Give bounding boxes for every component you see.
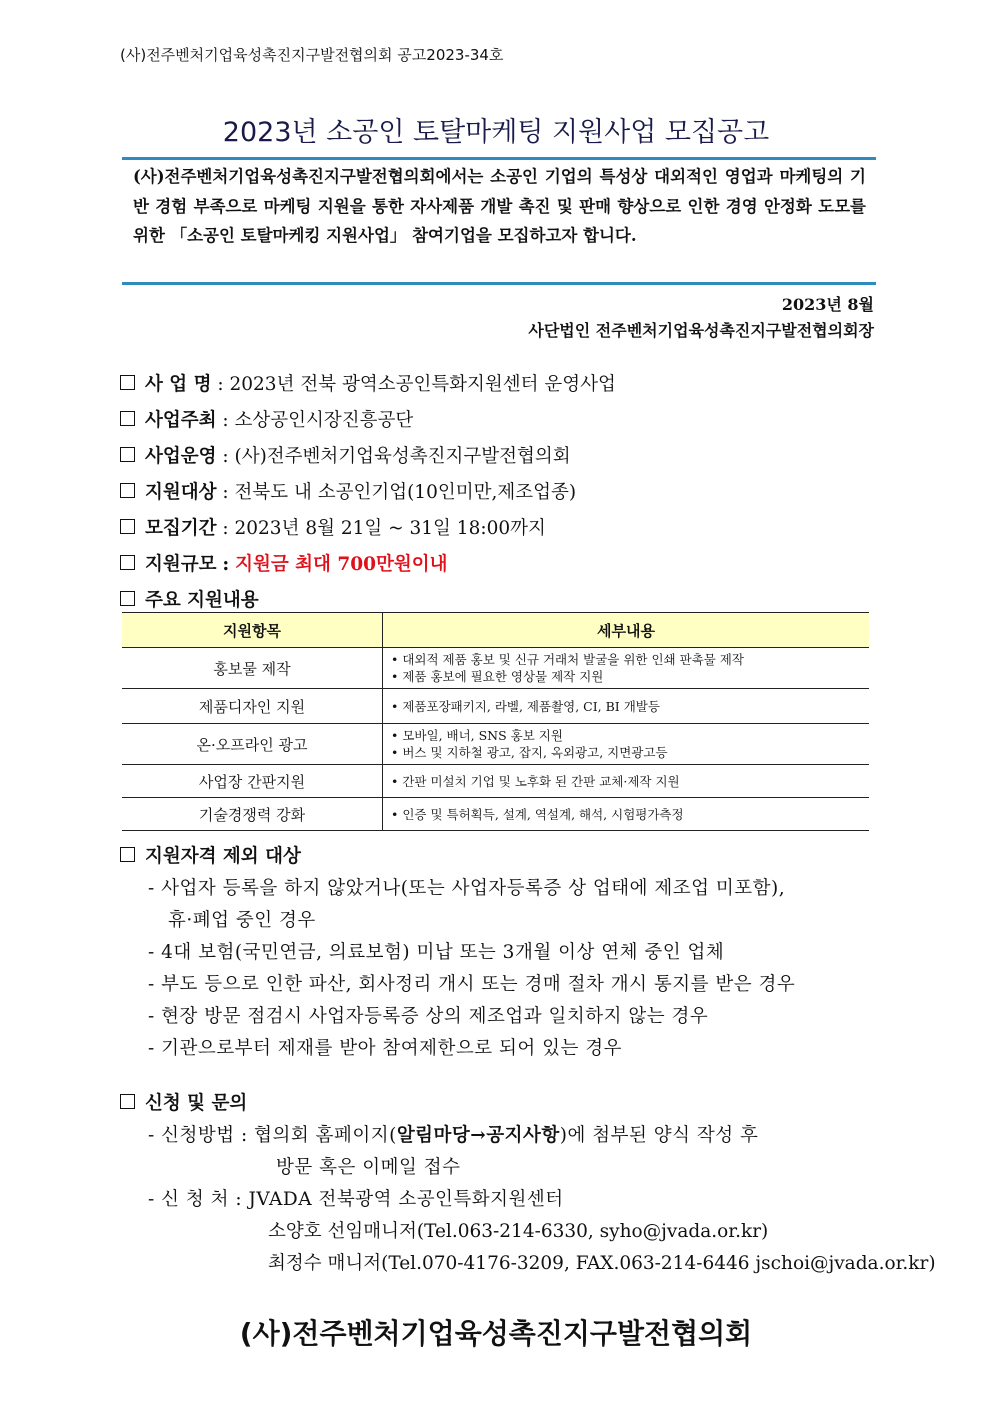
details-cell: • 간판 미설치 기업 및 노후화 된 간판 교체·제작 지원 — [383, 765, 870, 798]
divider — [122, 282, 876, 285]
notice-number: (사)전주벤처기업육성촉진지구발전협의회 공고2023-34호 — [120, 46, 504, 64]
checkbox-icon — [120, 375, 135, 390]
table-row — [122, 724, 869, 765]
column-header: 지원항목 — [122, 613, 383, 648]
checkbox-icon — [120, 519, 135, 534]
apply-method: - 신청방법 : 협의회 홈페이지(알림마당→공지사항)에 첨부된 양식 작성 후 — [148, 1125, 759, 1146]
footer-org: (사)전주벤처기업육성촉진지구발전협의회 — [239, 1317, 753, 1350]
checkbox-icon — [120, 411, 135, 426]
section-heading: 주요 지원내용 — [120, 586, 259, 612]
details-cell: • 모바일, 배너, SNS 홍보 지원 • 버스 및 지하철 광고, 잡지, 옥외광고, 지면광고등 — [383, 724, 870, 765]
table-row — [122, 689, 869, 724]
checkbox-icon — [120, 447, 135, 462]
exclusion-item: - 현장 방문 점검시 사업자등록증 상의 제조업과 일치하지 않는 경우 — [148, 1006, 709, 1027]
contact-person: 소양호 선임매니저(Tel.063-214-6330, syho@jvada.or.kr) — [268, 1221, 769, 1242]
details-cell: • 제품포장패키지, 라벨, 제품촬영, CI, BI 개발등 — [383, 689, 870, 724]
exclusion-item: - 부도 등으로 인한 파산, 회사정리 개시 또는 경매 절차 개시 통지를 받은 경우 — [148, 974, 796, 995]
contact-label: - 신 청 처 : JVADA 전북광역 소공인특화지원센터 — [148, 1189, 564, 1210]
item-cell: 홍보물 제작 — [122, 648, 383, 689]
contact-person: 최정수 매니저(Tel.070-4176-3209, FAX.063-214-6446 jschoi@jvada.or.kr) — [268, 1253, 936, 1274]
exclusion-item: - 사업자 등록을 하지 않았거나(또는 사업자등록증 상 업태에 제조업 미포함), — [148, 878, 786, 899]
table-row — [122, 648, 869, 689]
info-item: 지원규모 : 지원금 최대 700만원이내 — [120, 550, 447, 576]
divider — [122, 157, 876, 160]
checkbox-icon — [120, 1094, 135, 1109]
section-heading: 지원자격 제외 대상 — [120, 842, 301, 868]
details-cell: • 인증 및 특허획득, 설계, 역설계, 해석, 시험평가측정 — [383, 798, 870, 831]
exclusion-item: - 기관으로부터 제재를 받아 참여제한으로 되어 있는 경우 — [148, 1038, 622, 1059]
item-cell: 기술경쟁력 강화 — [122, 798, 383, 831]
issuer: 사단법인 전주벤처기업육성촉진지구발전협의회장 — [528, 321, 874, 340]
exclusion-item: - 4대 보험(국민연금, 의료보험) 미납 또는 3개월 이상 연체 중인 업체 — [148, 942, 725, 963]
checkbox-icon — [120, 555, 135, 570]
details-cell: • 대외적 제품 홍보 및 신규 거래처 발굴을 위한 인쇄 판촉물 제작 • 제품 홍보에 필요한 영상물 제작 지원 — [383, 648, 870, 689]
table-row — [122, 765, 869, 798]
support-table — [122, 612, 869, 831]
page-title: 2023년 소공인 토탈마케팅 지원사업 모집공고 — [222, 117, 770, 148]
item-cell: 제품디자인 지원 — [122, 689, 383, 724]
checkbox-icon — [120, 483, 135, 498]
exclusion-item: 휴·폐업 중인 경우 — [168, 910, 316, 931]
info-item: 모집기간 : 2023년 8월 21일 ~ 31일 18:00까지 — [120, 514, 546, 540]
info-item: 사업운영 : (사)전주벤처기업육성촉진지구발전협의회 — [120, 442, 571, 468]
item-cell: 온·오프라인 광고 — [122, 724, 383, 765]
checkbox-icon — [120, 847, 135, 862]
table-row — [122, 798, 869, 831]
info-item: 사업주최 : 소상공인시장진흥공단 — [120, 406, 413, 432]
item-cell: 사업장 간판지원 — [122, 765, 383, 798]
date: 2023년 8월 — [781, 295, 874, 314]
info-item: 사 업 명 : 2023년 전북 광역소공인특화지원센터 운영사업 — [120, 370, 616, 396]
intro-paragraph: (사)전주벤처기업육성촉진지구발전협의회에서는 소공인 기업의 특성상 대외적인 영업과 마케팅의 기반 경험 부족으로 마케팅 지원을 통한 자사제품 개발 촉진 및 판매 향상으로 인한 경영 안정화 도모를 위한 「소공인 토탈마케킹 지원사업」 참여기업을 모집하고자 합니다. — [133, 167, 866, 245]
apply-method-line2: 방문 혹은 이메일 접수 — [276, 1157, 461, 1178]
column-header: 세부내용 — [383, 613, 870, 648]
checkbox-icon — [120, 591, 135, 606]
section-heading: 신청 및 문의 — [120, 1089, 247, 1115]
info-item: 지원대상 : 전북도 내 소공인기업(10인미만,제조업종) — [120, 478, 576, 504]
